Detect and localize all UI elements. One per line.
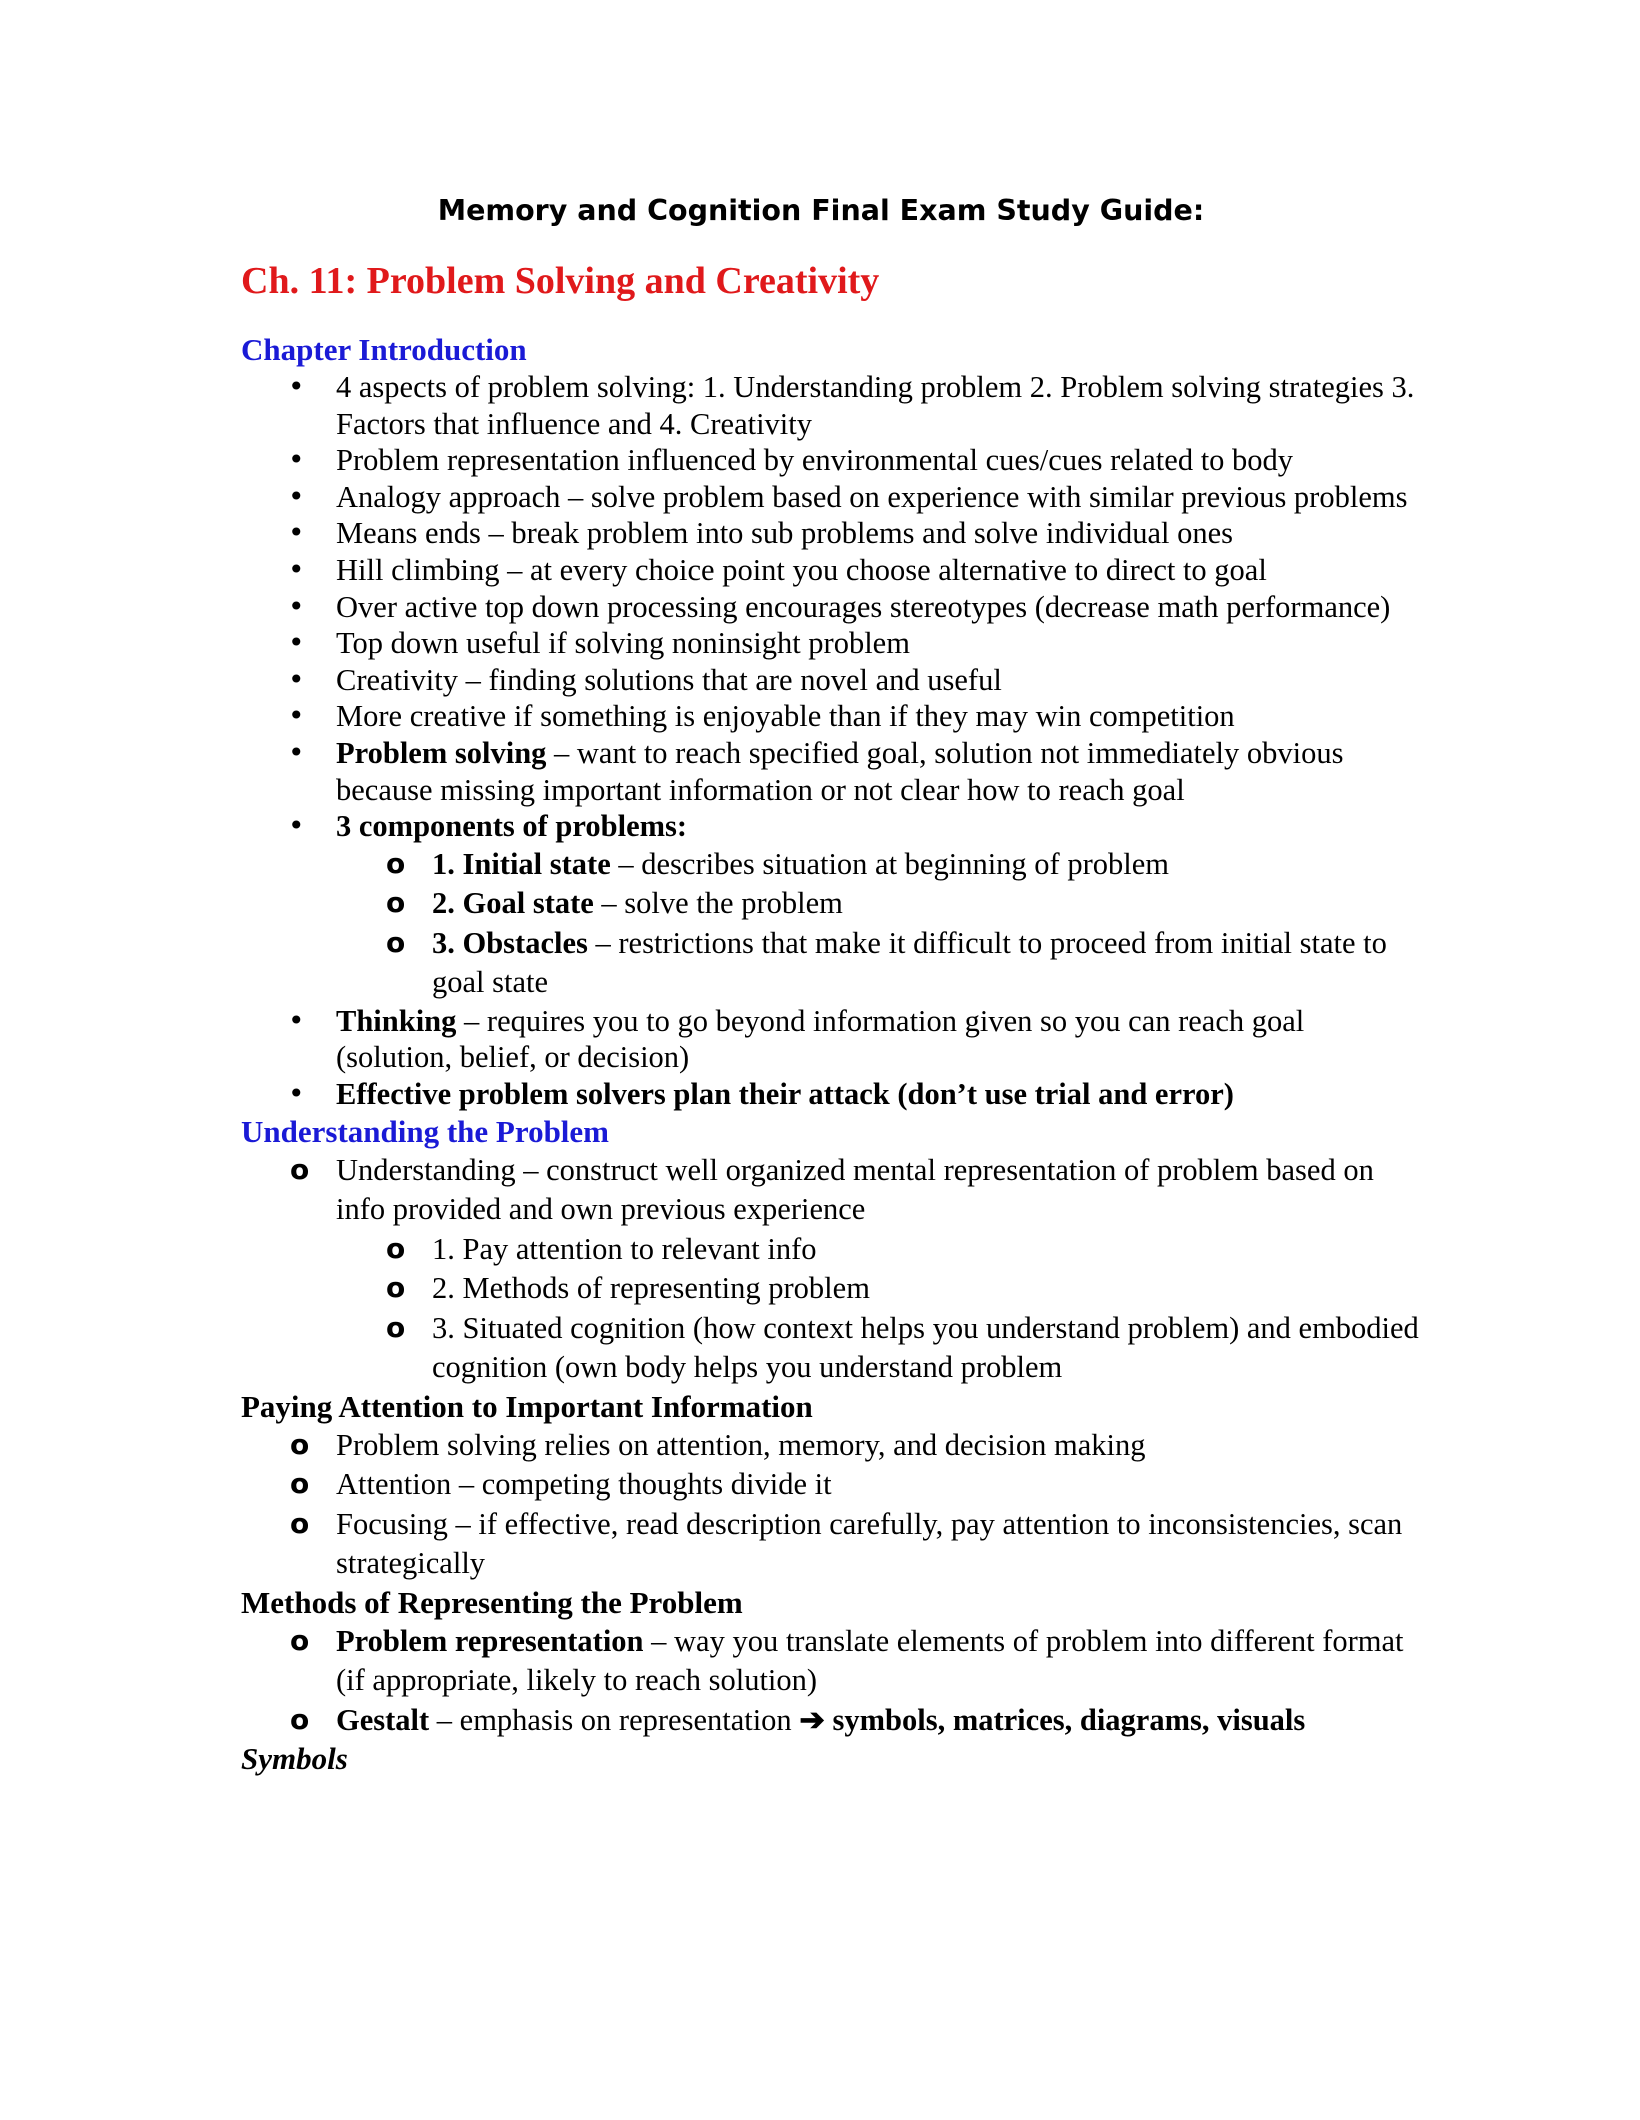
section-heading-symbols: Symbols bbox=[241, 1741, 348, 1776]
section-heading-methods: Methods of Representing the Problem bbox=[241, 1584, 743, 1620]
arrow-icon: ➔ bbox=[799, 1702, 825, 1737]
list-item: • Means ends – break problem into sub problems and solve individual ones bbox=[241, 515, 1421, 552]
section-heading-intro: Chapter Introduction bbox=[241, 332, 527, 367]
list-item: • Problem solving – want to reach specified goal, solution not immediately obvious because missing important information or not clear how to reach goal bbox=[241, 735, 1421, 808]
list-item: o Problem representation – way you translate elements of problem into different format (if appropriate, likely to reach solution) bbox=[241, 1622, 1421, 1701]
sub-list-item: o 1. Pay attention to relevant info bbox=[241, 1230, 1421, 1270]
section-heading-attention: Paying Attention to Important Information bbox=[241, 1388, 813, 1424]
understanding-list bbox=[241, 1151, 1421, 1388]
sub-list-item: o 3. Situated cognition (how context helps you understand problem) and embodied cognition (own body helps you understand problem bbox=[241, 1309, 1421, 1388]
list-item: o Problem solving relies on attention, memory, and decision making bbox=[241, 1426, 1421, 1466]
list-item: • Creativity – finding solutions that are novel and useful bbox=[241, 662, 1421, 699]
intro-list bbox=[241, 369, 1421, 1113]
list-item: o Gestalt – emphasis on representation ➔ symbols, matrices, diagrams, visuals bbox=[241, 1701, 1421, 1741]
list-item: • Problem representation influenced by environmental cues/cues related to body bbox=[241, 442, 1421, 479]
list-item: • Thinking – requires you to go beyond information given so you can reach goal (solution, belief, or decision) bbox=[241, 1003, 1421, 1076]
list-item: o Focusing – if effective, read description carefully, pay attention to inconsistencies, scan strategically bbox=[241, 1505, 1421, 1584]
list-item: • Over active top down processing encourages stereotypes (decrease math performance) bbox=[241, 589, 1421, 626]
section-heading-understanding: Understanding the Problem bbox=[241, 1113, 610, 1149]
list-item: • Analogy approach – solve problem based on experience with similar previous problems bbox=[241, 479, 1421, 516]
component-item: o 1. Initial state – describes situation at beginning of problem bbox=[241, 845, 1421, 885]
list-item: • More creative if something is enjoyable than if they may win competition bbox=[241, 698, 1421, 735]
component-item: o 2. Goal state – solve the problem bbox=[241, 884, 1421, 924]
list-item: • Top down useful if solving noninsight problem bbox=[241, 625, 1421, 662]
attention-list bbox=[241, 1426, 1421, 1584]
list-item: • 3 components of problems: bbox=[241, 808, 1421, 845]
document-title: Memory and Cognition Final Exam Study Guide: bbox=[437, 194, 1205, 227]
sub-list-item: o 2. Methods of representing problem bbox=[241, 1269, 1421, 1309]
chapter-heading: Ch. 11: Problem Solving and Creativity bbox=[241, 260, 880, 302]
list-item: • Hill climbing – at every choice point you choose alternative to direct to goal bbox=[241, 552, 1421, 589]
component-item: o 3. Obstacles – restrictions that make it difficult to proceed from initial state to goal state bbox=[241, 924, 1421, 1003]
methods-list bbox=[241, 1622, 1421, 1741]
list-item: • 4 aspects of problem solving: 1. Understanding problem 2. Problem solving strategies 3. Factors that influence and 4. Creativity bbox=[241, 369, 1421, 442]
list-item: o Attention – competing thoughts divide it bbox=[241, 1465, 1421, 1505]
list-item: o Understanding – construct well organized mental representation of problem based on info provided and own previous experience bbox=[241, 1151, 1421, 1230]
document-content bbox=[241, 193, 1421, 1778]
list-item: • Effective problem solvers plan their attack (don’t use trial and error) bbox=[241, 1076, 1421, 1113]
